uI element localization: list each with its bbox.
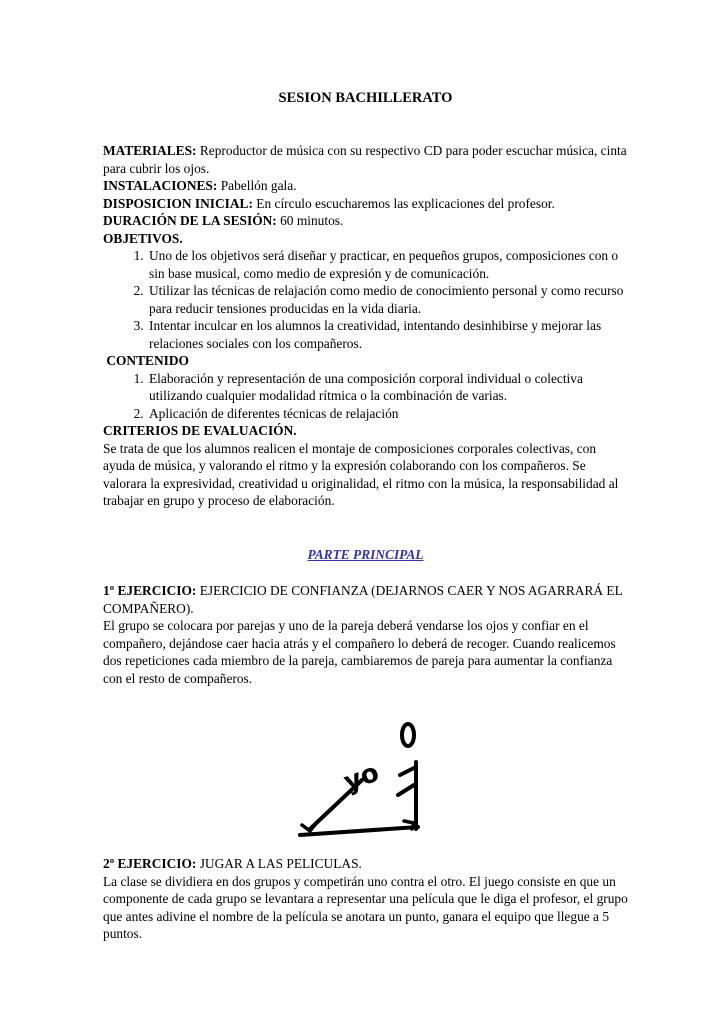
ejercicio-2-text: La clase se dividiera en dos grupos y competirán uno contra el otro. El juego consiste en que un componente de cada grupo se levantara a representar una película que le diga el profesor, el grupo que antes adivine el nombre de la película se anotara un punto, ganara el equipo que llegue a 5 puntos. [103, 873, 628, 941]
disposicion-line [103, 195, 628, 213]
parte-principal-label: PARTE PRINCIPAL [307, 547, 424, 562]
materiales-text: Reproductor de música con su respectivo CD para poder escuchar música, cinta para cubrir los ojos. [103, 143, 627, 176]
materiales-label: MATERIALES: [103, 143, 197, 158]
drawing-label: yo [340, 757, 384, 798]
disposicion-text: En círculo escucharemos las explicaciones del profesor. [252, 195, 555, 211]
page-title: SESION BACHILLERATO [278, 90, 453, 106]
duracion-line [103, 212, 628, 230]
duracion-label: DURACIÓN DE LA SESIÓN: [103, 213, 277, 228]
parte-principal-heading [103, 546, 628, 564]
criterios-text: Se trata de que los alumnos realicen el montaje de composiciones corporales colectivas, con ayuda de música, y valorando el ritmo y la expresión colaborando con los compañeros. Se valorara la expresividad, creatividad u originalidad, el ritmo con la música, la responsabilidad al trabajar en grupo y proceso de elaboración. [103, 440, 619, 508]
ejercicio-2-title-line [103, 855, 628, 873]
session-details [103, 142, 628, 510]
list-item: 2. Utilizar las técnicas de relajación como medio de conocimiento personal y como recurso para reducir tensiones producidas en la vida diaria. [147, 282, 628, 317]
ejercicio-1-title: EJERCICIO DE CONFIANZA (DEJARNOS CAER Y NOS AGARRARÁ EL COMPAÑERO). [103, 583, 623, 616]
instalaciones-text: Pabellón gala. [217, 178, 297, 193]
ejercicio-1-label: 1º EJERCICIO: [103, 583, 197, 598]
ejercicio-1-title-line [103, 582, 628, 617]
contenido-heading: CONTENIDO [103, 353, 189, 368]
list-item: 3. Intentar inculcar en los alumnos la creatividad, intentando desinhibirse y mejorar las relaciones sociales con los compañeros. [147, 317, 628, 352]
ejercicio-1 [103, 582, 628, 687]
objetivos-heading: OBJETIVOS. [103, 230, 183, 246]
ejercicio-2 [103, 855, 628, 943]
list-item: 1. Uno de los objetivos será diseñar y practicar, en pequeños grupos, composiciones con o sin base musical, como medio de expresión y de comunicación. [147, 247, 628, 282]
ejercicio-2-label: 2º EJERCICIO: [103, 856, 197, 871]
criterios-heading: CRITERIOS DE EVALUACIÓN. [103, 423, 297, 438]
disposicion-label: DISPOSICION INICIAL: [103, 195, 253, 211]
instalaciones-line [103, 177, 628, 195]
contenido-list [103, 370, 628, 423]
ejercicio-2-title: JUGAR A LAS PELICULAS. [196, 856, 362, 871]
duracion-text: 60 minutos. [276, 213, 344, 228]
list-item: 2. Aplicación de diferentes técnicas de relajación [147, 405, 628, 423]
list-item: 1. Elaboración y representación de una composición corporal individual o colectiva utilizando cualquier modalidad rítmica o la combinación de varias. [147, 370, 628, 405]
ejercicio-1-text: El grupo se colocara por parejas y uno de la pareja deberá vendarse los ojos y confiar en el compañero, dejándose caer hacia atrás y el compañero lo deberá de recoger. Cuando realicemos dos repeticiones cada miembro de la pareja, cambiaremos de pareja para aumentar la confianza con el resto de compañeros. [103, 618, 616, 686]
materiales-line [103, 142, 628, 177]
stick-figure-drawing-icon [290, 717, 440, 847]
instalaciones-label: INSTALACIONES: [103, 178, 218, 193]
objetivos-list [103, 247, 628, 352]
